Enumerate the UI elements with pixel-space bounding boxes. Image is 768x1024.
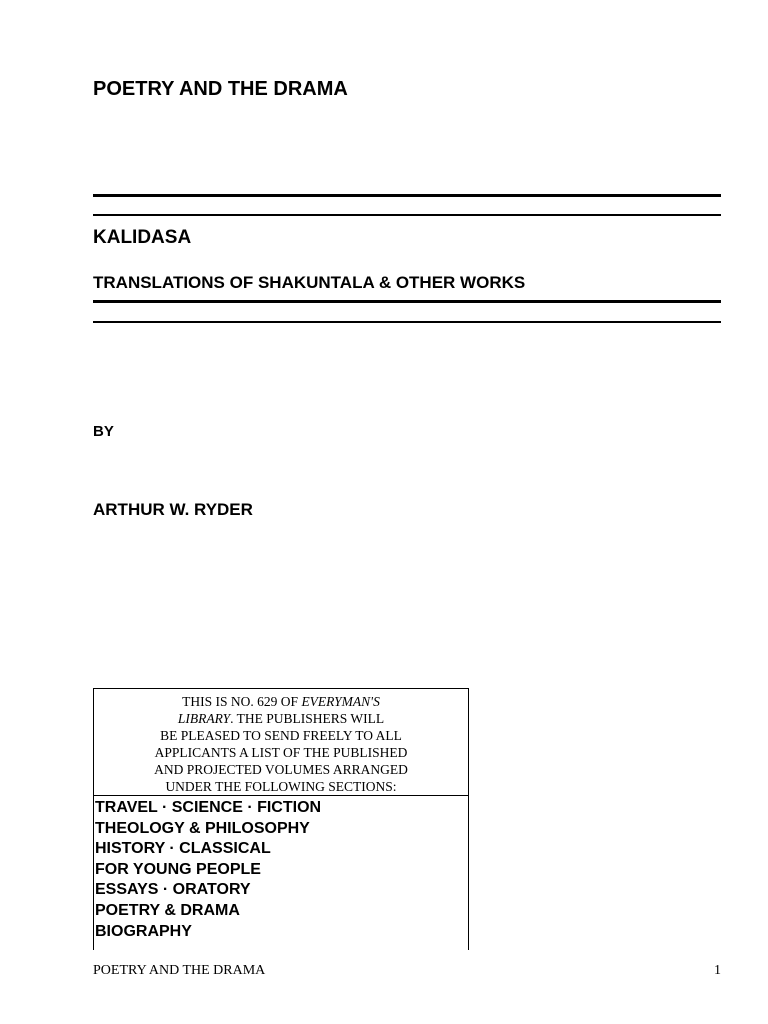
bottom-rule-lower (93, 321, 721, 323)
page-number: 1 (714, 963, 721, 978)
library-notice-text (94, 689, 468, 796)
author-name: KALIDASA (93, 227, 192, 248)
notice-line-5: AND PROJECTED VOLUMES ARRANGED (154, 762, 408, 777)
notice-line-1: THIS IS NO. 629 OF EVERYMAN'S (182, 694, 380, 709)
work-title: TRANSLATIONS OF SHAKUNTALA & OTHER WORKS (93, 273, 526, 292)
list-item: FOR YOUNG PEOPLE (95, 860, 261, 878)
library-sections-list (94, 796, 468, 942)
by-label: BY (93, 423, 114, 440)
notice-line-6: UNDER THE FOLLOWING SECTIONS: (165, 779, 397, 794)
list-item: THEOLOGY & PHILOSOPHY (95, 819, 310, 837)
top-rule-upper (93, 194, 721, 197)
section-title: POETRY AND THE DRAMA (93, 78, 348, 100)
notice-line-2: LIBRARY. THE PUBLISHERS WILL (177, 711, 385, 726)
notice-line-3: BE PLEASED TO SEND FREELY TO ALL (160, 728, 402, 743)
footer-running-title: POETRY AND THE DRAMA (93, 963, 266, 978)
notice-line-4: APPLICANTS A LIST OF THE PUBLISHED (154, 745, 408, 760)
translator-name: ARTHUR W. RYDER (93, 500, 253, 519)
list-item: POETRY & DRAMA (95, 901, 240, 919)
bottom-rule-upper (93, 300, 721, 303)
list-item: ESSAYS · ORATORY (95, 881, 251, 899)
list-item: TRAVEL · SCIENCE · FICTION (95, 799, 322, 816)
list-item: HISTORY · CLASSICAL (95, 840, 271, 858)
library-notice-box (93, 688, 469, 950)
list-item: BIOGRAPHY (95, 922, 192, 940)
top-rule-lower (93, 214, 721, 216)
